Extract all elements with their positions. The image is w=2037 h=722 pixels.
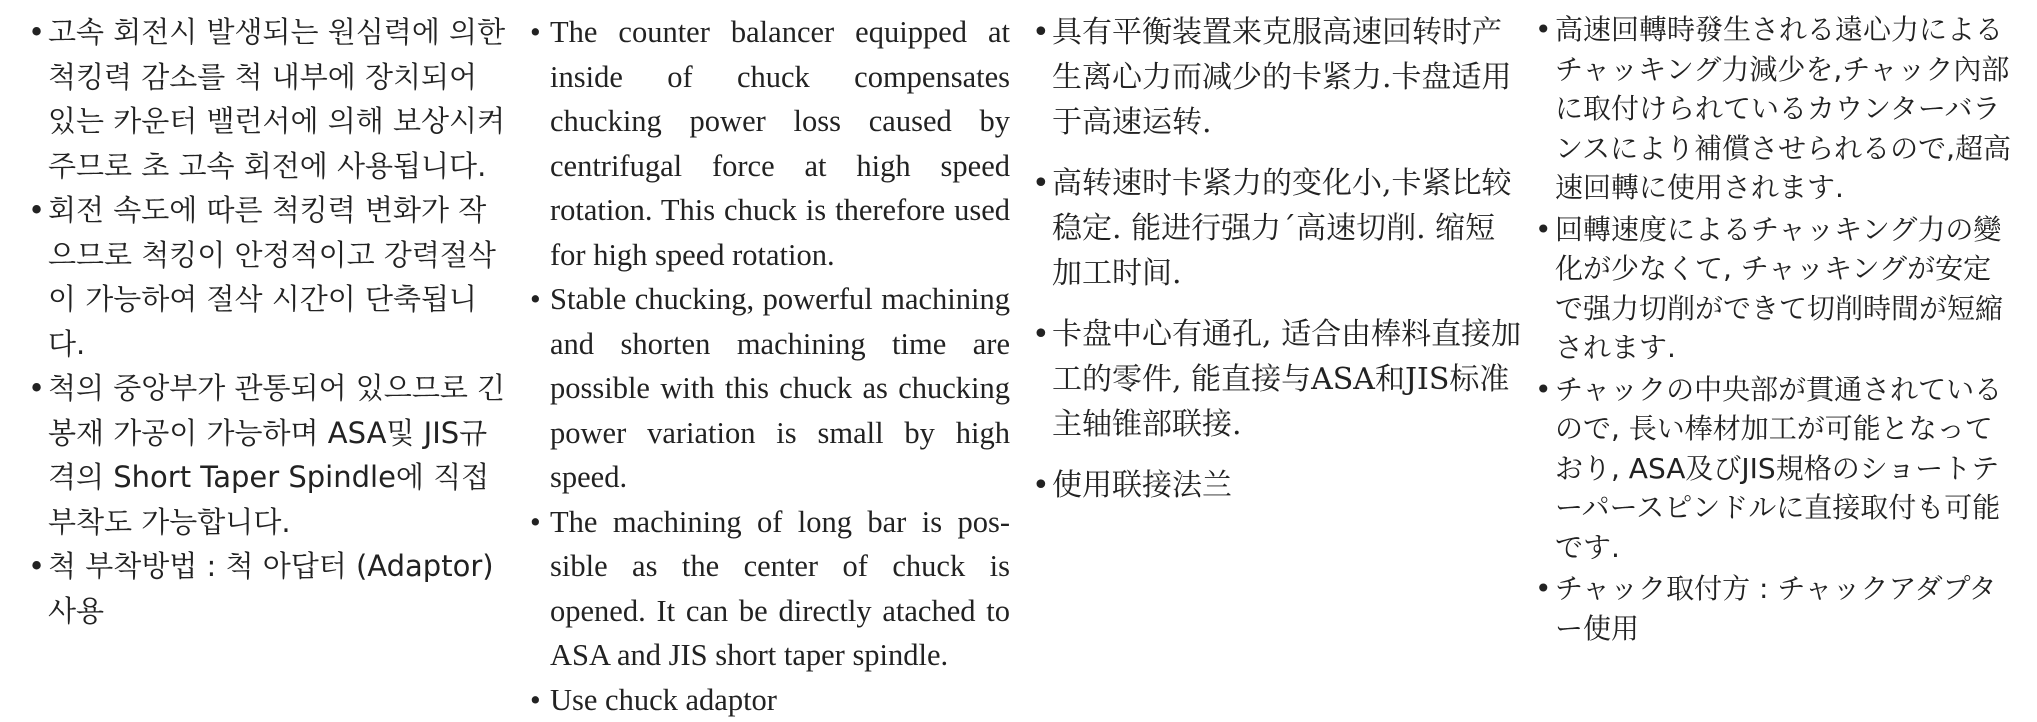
english-feature-text: Stable chucking, powerful machining and shorten machining time are possible with this chuck as chucking power variation is small by high speed. [550, 277, 1010, 500]
bullet-icon: • [28, 188, 48, 233]
chinese-feature-item [1032, 161, 1522, 296]
bullet-icon: • [28, 10, 48, 55]
japanese-feature-item [1535, 370, 2015, 568]
english-feature-text: The counter balancer equipped at inside of chuck compensates chucking power loss caused by centrifugal force at high speed rotation. This chuck is therefore used for high speed rotation. [550, 10, 1010, 277]
bullet-icon: • [28, 366, 48, 411]
bullet-icon: • [1032, 161, 1052, 206]
chinese-feature-text: 具有平衡装置来克服高速回转时产生离心力而减少的卡紧力.卡盘适用于高速运转. [1052, 10, 1522, 145]
japanese-feature-text: チャックの中央部が貫通されているので, 長い棒材加工が可能となっており, ASA及びJIS規格のショートテーパースピンドルに直接取付も可能です. [1555, 370, 2015, 568]
chinese-feature-item [1032, 463, 1522, 508]
bullet-icon: • [1535, 10, 1555, 50]
korean-feature-text: 척 부착방법 : 척 아답터 (Adaptor)사용 [48, 544, 508, 633]
bullet-icon: • [530, 500, 550, 545]
english-feature-item [530, 500, 1010, 678]
korean-feature-item [28, 10, 508, 188]
japanese-feature-list [1535, 10, 2015, 648]
chinese-feature-text: 使用联接法兰 [1052, 463, 1522, 508]
english-feature-item [530, 277, 1010, 500]
chinese-feature-item [1032, 312, 1522, 447]
chinese-feature-item [1032, 10, 1522, 145]
chinese-feature-text: 卡盘中心有通孔, 适合由棒料直接加工的零件, 能直接与ASA和JIS标准主轴锥部联接. [1052, 312, 1522, 447]
bullet-icon: • [1535, 370, 1555, 410]
english-feature-list [530, 10, 1010, 722]
japanese-feature-text: 回轉速度によるチャッキング力の變化が少なくて, チャッキングが安定で强力切削ができて切削時間が短縮されます. [1555, 210, 2015, 368]
chinese-feature-list [1032, 10, 1522, 508]
japanese-feature-item [1535, 10, 2015, 208]
english-feature-text: Use chuck adaptor [550, 678, 1010, 722]
bullet-icon: • [1032, 10, 1052, 55]
korean-feature-list [28, 10, 508, 633]
korean-feature-text: 척의 중앙부가 관통되어 있으므로 긴 봉재 가공이 가능하며 ASA및 JIS규격의 Short Taper Spindle에 직접 부착도 가능합니다. [48, 366, 508, 544]
bullet-icon: • [28, 544, 48, 589]
japanese-feature-item [1535, 210, 2015, 368]
english-feature-item [530, 678, 1010, 722]
korean-column [28, 10, 508, 633]
bullet-icon: • [530, 10, 550, 55]
bullet-icon: • [530, 277, 550, 322]
japanese-feature-item [1535, 569, 2015, 648]
japanese-feature-text: 高速回轉時發生される遠心力によるチャッキング力減少を,チャック內部に取付けられているカウンターバランスにより補償させられるので,超高速回轉に使用されます. [1555, 10, 2015, 208]
bullet-icon: • [1032, 463, 1052, 508]
korean-feature-item [28, 188, 508, 366]
english-feature-item [530, 10, 1010, 277]
korean-feature-text: 회전 속도에 따른 척킹력 변화가 작으므로 척킹이 안정적이고 강력절삭이 가능하여 절삭 시간이 단축됩니다. [48, 188, 508, 366]
japanese-column [1535, 10, 2015, 650]
chinese-column [1032, 10, 1522, 524]
english-feature-text: The machining of long bar is pos-sible as the center of chuck is opened. It can be directly atached to ASA and JIS short taper spindle. [550, 500, 1010, 678]
korean-feature-item [28, 544, 508, 633]
chinese-feature-text: 高转速时卡紧力的变化小,卡紧比较稳定. 能进行强力´高速切削. 缩短加工时间. [1052, 161, 1522, 296]
bullet-icon: • [1535, 210, 1555, 250]
english-column [530, 10, 1010, 722]
bullet-icon: • [530, 678, 550, 722]
bullet-icon: • [1032, 312, 1052, 357]
korean-feature-text: 고속 회전시 발생되는 원심력에 의한 척킹력 감소를 척 내부에 장치되어 있는 카운터 밸런서에 의해 보상시켜 주므로 초 고속 회전에 사용됩니다. [48, 10, 508, 188]
korean-feature-item [28, 366, 508, 544]
japanese-feature-text: チャック取付方 : チャックアダプター使用 [1555, 569, 2015, 648]
bullet-icon: • [1535, 569, 1555, 609]
